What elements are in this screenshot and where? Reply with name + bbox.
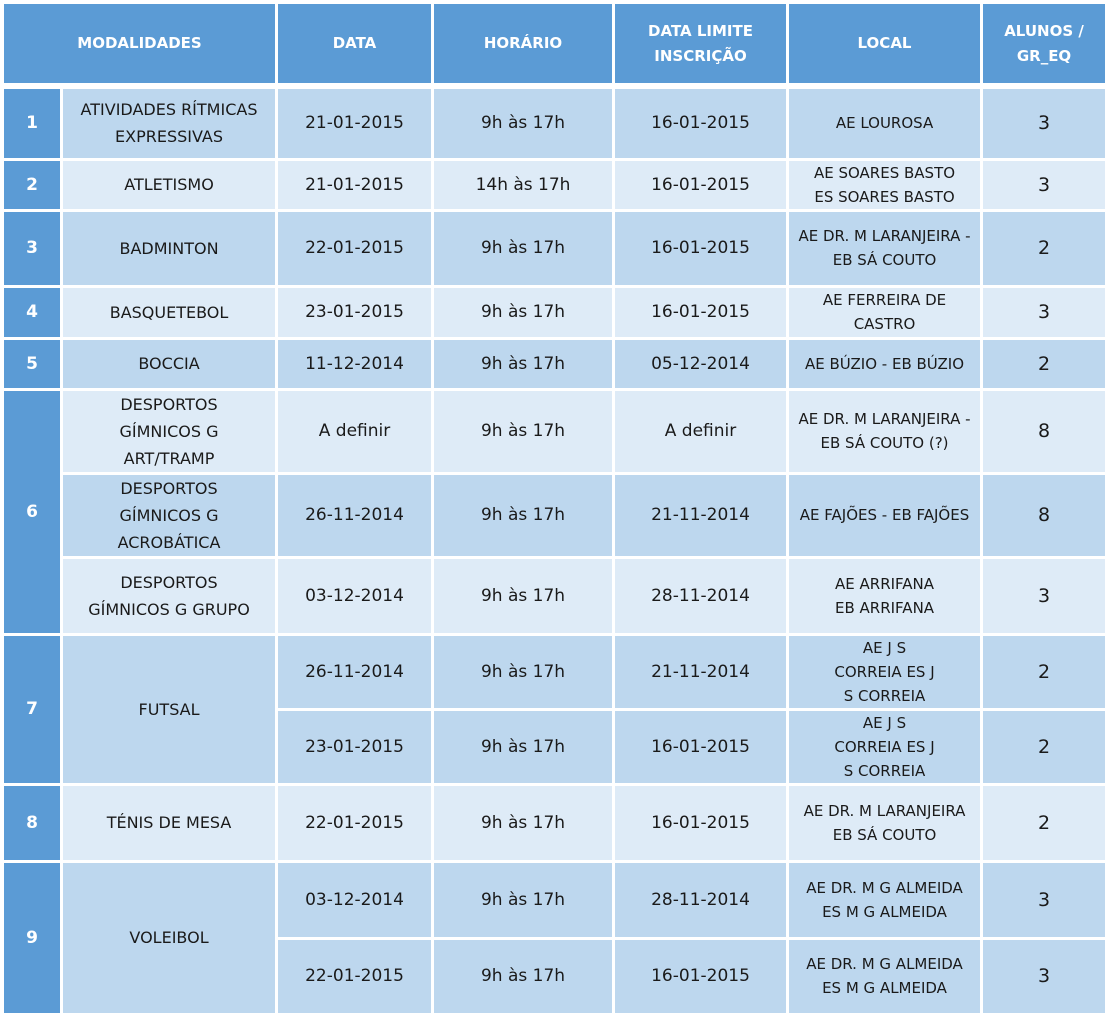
header-horario: HORÁRIO (433, 3, 614, 87)
alunos-cell: 8 (982, 389, 1107, 473)
local-cell: AE SOARES BASTO ES SOARES BASTO (788, 159, 982, 210)
header-row (3, 3, 1107, 87)
data-limite-cell: 16-01-2015 (614, 159, 788, 210)
header-data: DATA (277, 3, 433, 87)
data-limite-cell: 28-11-2014 (614, 557, 788, 634)
alunos-cell: 3 (982, 286, 1107, 338)
data-limite-cell: 05-12-2014 (614, 338, 788, 389)
data-cell: 03-12-2014 (277, 861, 433, 938)
row-number: 5 (3, 338, 62, 389)
horario-cell: 9h às 17h (433, 861, 614, 938)
horario-cell: 9h às 17h (433, 784, 614, 861)
data-cell: 23-01-2015 (277, 286, 433, 338)
local-cell: AE DR. M LARANJEIRA EB SÁ COUTO (788, 784, 982, 861)
alunos-cell: 3 (982, 861, 1107, 938)
data-cell: 23-01-2015 (277, 709, 433, 784)
alunos-cell: 2 (982, 709, 1107, 784)
table-row (3, 210, 1107, 286)
data-limite-cell: 28-11-2014 (614, 861, 788, 938)
local-cell: AE DR. M G ALMEIDA ES M G ALMEIDA (788, 861, 982, 938)
horario-cell: 9h às 17h (433, 389, 614, 473)
horario-cell: 9h às 17h (433, 86, 614, 159)
local-cell: AE ARRIFANA EB ARRIFANA (788, 557, 982, 634)
data-limite-cell: 16-01-2015 (614, 938, 788, 1014)
data-limite-cell: 16-01-2015 (614, 286, 788, 338)
row-number: 7 (3, 634, 62, 784)
horario-cell: 9h às 17h (433, 473, 614, 557)
local-cell: AE LOUROSA (788, 86, 982, 159)
alunos-cell: 2 (982, 338, 1107, 389)
horario-cell: 9h às 17h (433, 709, 614, 784)
horario-cell: 9h às 17h (433, 286, 614, 338)
alunos-cell: 2 (982, 784, 1107, 861)
data-limite-cell: 21-11-2014 (614, 473, 788, 557)
table-row (3, 286, 1107, 338)
data-limite-cell: 16-01-2015 (614, 210, 788, 286)
modalidade-cell: TÉNIS DE MESA (62, 784, 277, 861)
row-number: 6 (3, 389, 62, 634)
horario-cell: 9h às 17h (433, 938, 614, 1014)
local-cell: AE J S CORREIA ES J S CORREIA (788, 634, 982, 709)
alunos-cell: 3 (982, 86, 1107, 159)
data-limite-cell: 21-11-2014 (614, 634, 788, 709)
data-cell: 21-01-2015 (277, 159, 433, 210)
local-cell: AE BÚZIO - EB BÚZIO (788, 338, 982, 389)
modalidade-cell: ATLETISMO (62, 159, 277, 210)
alunos-cell: 3 (982, 557, 1107, 634)
local-cell: AE FERREIRA DE CASTRO (788, 286, 982, 338)
modalidade-cell: BASQUETEBOL (62, 286, 277, 338)
horario-cell: 9h às 17h (433, 210, 614, 286)
data-limite-cell: 16-01-2015 (614, 784, 788, 861)
data-cell: 22-01-2015 (277, 784, 433, 861)
data-cell: 26-11-2014 (277, 473, 433, 557)
local-cell: AE J S CORREIA ES J S CORREIA (788, 709, 982, 784)
data-cell: 11-12-2014 (277, 338, 433, 389)
data-cell: 26-11-2014 (277, 634, 433, 709)
data-limite-cell: 16-01-2015 (614, 86, 788, 159)
horario-cell: 9h às 17h (433, 634, 614, 709)
table-row (3, 861, 1107, 938)
local-cell: AE FAJÕES - EB FAJÕES (788, 473, 982, 557)
data-limite-cell: 16-01-2015 (614, 709, 788, 784)
modalidade-cell: FUTSAL (62, 634, 277, 784)
table-row (3, 634, 1107, 709)
table-row (3, 86, 1107, 159)
data-limite-cell: A definir (614, 389, 788, 473)
row-number: 4 (3, 286, 62, 338)
row-number: 9 (3, 861, 62, 1014)
local-cell: AE DR. M G ALMEIDA ES M G ALMEIDA (788, 938, 982, 1014)
data-cell: 03-12-2014 (277, 557, 433, 634)
row-number: 8 (3, 784, 62, 861)
row-number: 2 (3, 159, 62, 210)
table-row (3, 784, 1107, 861)
modalidade-cell: ATIVIDADES RÍTMICAS EXPRESSIVAS (62, 86, 277, 159)
horario-cell: 14h às 17h (433, 159, 614, 210)
modalidade-cell: BOCCIA (62, 338, 277, 389)
data-cell: 22-01-2015 (277, 210, 433, 286)
header-modalidades: MODALIDADES (3, 3, 277, 87)
modalidade-cell: BADMINTON (62, 210, 277, 286)
modalidade-cell: DESPORTOS GÍMNICOS G ACROBÁTICA (62, 473, 277, 557)
modalidades-table (1, 1, 1108, 1016)
horario-cell: 9h às 17h (433, 338, 614, 389)
data-cell: A definir (277, 389, 433, 473)
row-number: 1 (3, 86, 62, 159)
header-alunos: ALUNOS / GR_EQ (982, 3, 1107, 87)
modalidade-cell: DESPORTOS GÍMNICOS G GRUPO (62, 557, 277, 634)
table-row (3, 159, 1107, 210)
modalidade-cell: DESPORTOS GÍMNICOS G ART/TRAMP (62, 389, 277, 473)
data-cell: 21-01-2015 (277, 86, 433, 159)
alunos-cell: 8 (982, 473, 1107, 557)
modalidade-cell: VOLEIBOL (62, 861, 277, 1014)
row-number: 3 (3, 210, 62, 286)
local-cell: AE DR. M LARANJEIRA - EB SÁ COUTO (788, 210, 982, 286)
header-local: LOCAL (788, 3, 982, 87)
alunos-cell: 3 (982, 938, 1107, 1014)
table-row (3, 389, 1107, 473)
data-cell: 22-01-2015 (277, 938, 433, 1014)
local-cell: AE DR. M LARANJEIRA - EB SÁ COUTO (?) (788, 389, 982, 473)
alunos-cell: 3 (982, 159, 1107, 210)
table-row (3, 338, 1107, 389)
header-data-limite: DATA LIMITE INSCRIÇÃO (614, 3, 788, 87)
horario-cell: 9h às 17h (433, 557, 614, 634)
alunos-cell: 2 (982, 210, 1107, 286)
alunos-cell: 2 (982, 634, 1107, 709)
table-row (3, 557, 1107, 634)
table-row (3, 473, 1107, 557)
